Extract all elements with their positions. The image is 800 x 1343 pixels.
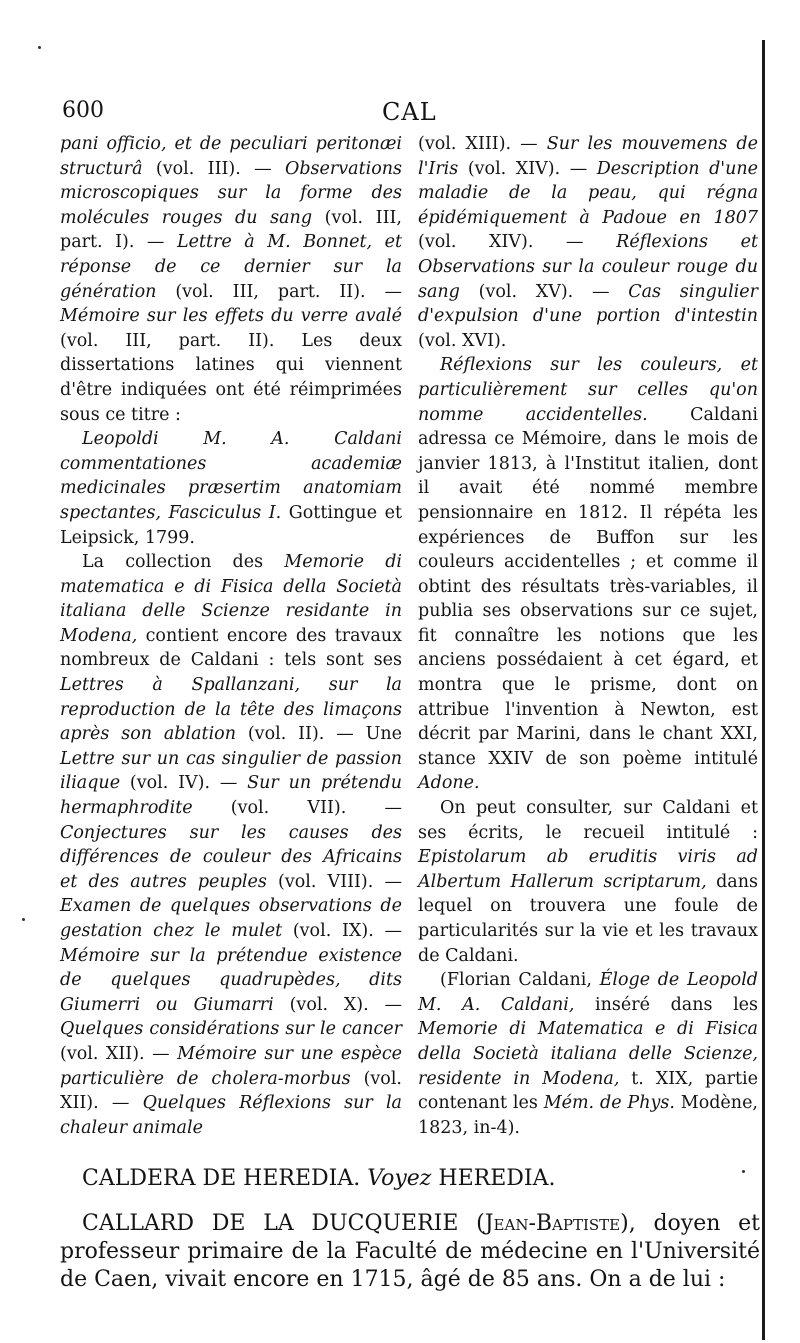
text-run: Modène, 1823, in-4). (418, 1093, 758, 1138)
italic-run: Sur un prétendu hermaphrodite (60, 773, 402, 819)
right-column (418, 132, 758, 1140)
italic-run: Éloge de Leopold M. A. Caldani, (418, 970, 758, 1015)
text-run: (vol. II). — Une (235, 724, 402, 745)
italic-run: Réflexions et Observations sur la couleur rouge du sang (418, 232, 758, 302)
text-run: CALLARD DE LA DUCQUERIE ( (82, 1211, 485, 1236)
italic-run: Lettre à M. Bonnet, et réponse de ce dernier sur la génération (60, 232, 402, 302)
italic-run: Cas singulier d'expulsion d'une portion d'intestin (418, 281, 758, 327)
text-run: (Florian Caldani, (440, 970, 600, 991)
text-run: t. XIX, partie contenant les (418, 1068, 758, 1114)
italic-run: Lettre sur un cas singulier de passion iliaque (60, 748, 402, 794)
text-run: (vol. XIII). — (418, 134, 547, 154)
italic-run: Conjectures sur les causes des différences de couleur des Africains et des autres peuples (60, 822, 402, 892)
text-run: (vol. XIV). — (418, 232, 617, 253)
italic-run: pani officio, et de peculiari peritonæi structurâ (60, 134, 402, 179)
entry-paragraph (60, 1210, 760, 1294)
text-run: inséré dans les (574, 994, 759, 1015)
italic-run: Mémoire sur la prétendue existence de quelques quadrupèdes, dits Giumerri ou Giumarri (60, 945, 402, 1015)
italic-run: Adone. (418, 773, 480, 794)
text-run: (vol. VIII). — (266, 871, 402, 892)
italic-run: Mém. de Phys. (543, 1093, 675, 1114)
text-run: contient encore des travaux nombreux de Caldani : tels sont ses (60, 625, 402, 671)
text-run: (vol. XIV). — (458, 158, 597, 179)
text-run: (vol. XVI). (418, 330, 507, 351)
paragraph (418, 796, 758, 968)
page-header (62, 98, 760, 132)
italic-run: Leopoldi M. A. Caldani commentationes academiæ medicinales præsertim anatomiam spectantes, Fasciculus I. (60, 429, 402, 523)
text-run: On peut consulter, sur Caldani et ses écrits, le recueil intitulé : (418, 798, 758, 843)
italic-run: Réflexions sur les couleurs, et particulièrement sur celles qu'on nomme accidentelles. (418, 355, 758, 425)
italic-run: Mémoire sur les effets du verre avalé (60, 306, 402, 327)
text-run: Caldani adressa ce Mémoire, dans le mois de janvier 1813, à l'Institut italien, dont il avait été nommé membre pensionnaire en 1812. Il répéta les expériences de Buffon sur les couleurs accidentelles ; et comme il obtint des résultats très-variables, il publia ses observations sur ce sujet, fit connaître les notions que les anciens possédaient à cet égard, et montra que le prisme, dont on attribue l'invention à Newton, est décrit par Marini, dans le chant XXI, stance XXIV de son poème intitulé (418, 404, 758, 769)
print-speck (22, 918, 25, 921)
entry-callard (60, 1210, 760, 1294)
italic-run: Memorie di matematica e di Fisica della Società italiana delle Scienze residante in Modena, (60, 552, 402, 646)
italic-run: Voyez (367, 1166, 432, 1191)
italic-run: Lettres à Spallanzani, sur la reproduction de la tête des limaçons après son ablation (60, 675, 402, 745)
text-run: (vol. XV). — (459, 281, 629, 302)
text-run: (vol. III, part. II). — (156, 281, 402, 302)
italic-run: Examen de quelques observations de gestation chez le mulet (60, 896, 402, 941)
italic-run: Observations microscopiques sur la forme des molécules rouges du sang (60, 158, 402, 228)
text-run: (vol. XII). — (60, 1043, 178, 1064)
paragraph (60, 427, 402, 550)
page-edge-rule (762, 40, 765, 1340)
entry-caldera (60, 1165, 760, 1193)
text-run: (vol. IV). — (120, 773, 248, 794)
text-run: (vol. III, part. II). Les deux dissertations latines qui viennent d'être indiquées ont été réimprimées sous ce titre : (60, 330, 402, 425)
text-run: CALDERA DE HEREDIA. (82, 1166, 368, 1191)
text-run: (vol. XII). — (60, 1068, 402, 1114)
italic-run: Description d'une maladie de la peau, qui régna épidémiquement à Padoue en 1807 (418, 158, 758, 228)
text-run: (vol. III). — (142, 158, 285, 179)
text-run: (vol. VII). — (192, 798, 402, 819)
text-run: (vol. X). — (273, 994, 402, 1015)
running-head: CAL (382, 98, 437, 126)
text-run: ), doyen et professeur primaire de la Faculté de médecine en l'Université de Caen, vivait encore en 1715, âgé de 85 ans. On a de lui : (60, 1211, 760, 1292)
print-speck (38, 46, 41, 49)
paragraph (418, 353, 758, 796)
italic-run: Quelques considérations sur le cancer (60, 1019, 402, 1040)
page-number: 600 (62, 98, 104, 123)
italic-run: Mémoire sur une espèce particulière de cholera-morbus (60, 1043, 402, 1089)
text-run: (vol. IX). — (282, 921, 402, 941)
italic-run: Quelques Réflexions sur la chaleur animale (60, 1093, 402, 1138)
text-run: La collection des (82, 552, 285, 573)
text-run: dans lequel on trouvera une foule de particularités sur la vie et les travaux de Caldani. (418, 871, 758, 966)
left-column (60, 132, 402, 1140)
text-run: HEREDIA. (431, 1166, 556, 1191)
entry-heading (60, 1165, 760, 1193)
paragraph (60, 132, 402, 427)
italic-run: Sur les mouvemens de l'Iris (418, 134, 758, 179)
paragraph (60, 550, 402, 1140)
paragraph (418, 132, 758, 353)
italic-run: Memorie di Matematica e di Fisica della Società italiana delle Scienze, residente in Modena, (418, 1019, 758, 1089)
text-run: (vol. III, part. I). — (60, 207, 402, 253)
italic-run: Epistolarum ab eruditis viris ad Albertum Hallerum scriptarum, (418, 847, 758, 892)
paragraph (418, 968, 758, 1140)
text-run: Gottingue et Leipsick, 1799. (60, 502, 402, 548)
text-run: Jean-Baptiste (484, 1211, 621, 1236)
